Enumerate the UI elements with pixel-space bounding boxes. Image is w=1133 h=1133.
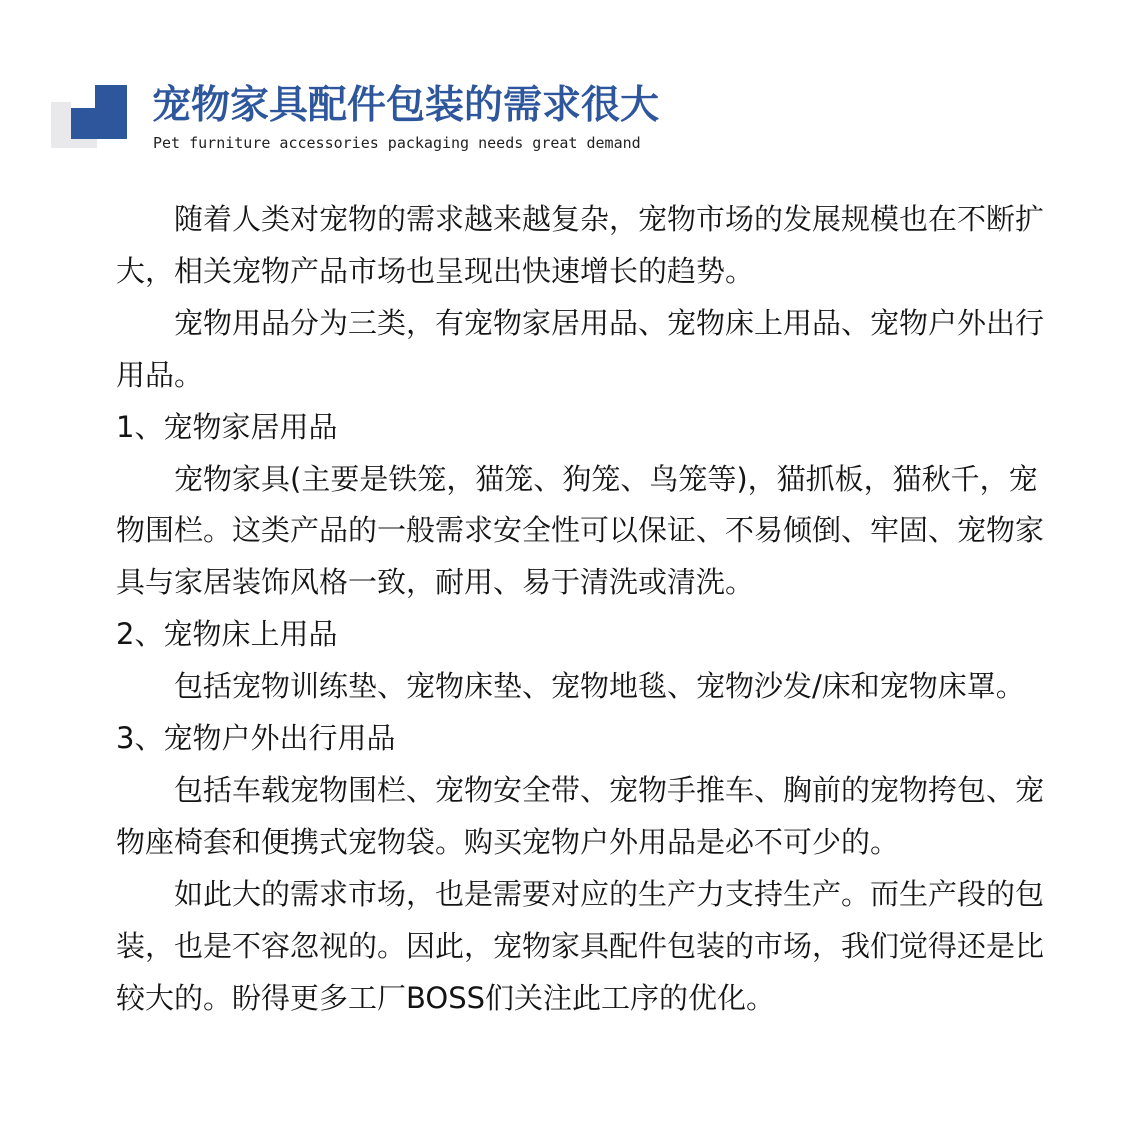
section-heading-home: 1、宠物家居用品 [116,409,338,444]
intro-paragraph: 随着人类对宠物的需求越来越复杂，宠物市场的发展规模也在不断扩大，相关宠物产品市场也呈现出快速增长的趋势。 [116,202,1045,288]
section-heading-outdoor: 3、宠物户外出行用品 [116,721,396,756]
article-body [116,194,1046,1025]
categories-paragraph: 宠物用品分为三类，有宠物家居用品、宠物床上用品、宠物户外出行用品。 [116,305,1045,392]
conclusion-paragraph: 如此大的需求市场，也是需要对应的生产力支持生产。而生产段的包装，也是不容忽视的。因此，宠物家具配件包装的市场，我们觉得还是比较大的。盼得更多工厂BOSS们关注此工序的优化。 [116,876,1045,1015]
section-heading-bedding: 2、宠物床上用品 [116,617,338,652]
page-subtitle: Pet furniture accessories packaging needs great demand [153,134,641,152]
bedding-products-paragraph: 包括宠物训练垫、宠物床垫、宠物地毯、宠物沙发/床和宠物床罩。 [174,669,1025,704]
home-products-paragraph: 宠物家具(主要是铁笼，猫笼、狗笼、鸟笼等)，猫抓板，猫秋千，宠物围栏。这类产品的一般需求安全性可以保证、不易倾倒、牢固、宠物家具与家居装饰风格一致，耐用、易于清洗或清洗。 [116,461,1045,600]
decoration-notch [71,85,95,108]
page-title: 宠物家具配件包装的需求很大 [152,83,660,128]
outdoor-products-paragraph: 包括车载宠物围栏、宠物安全带、宠物手推车、胸前的宠物挎包、宠物座椅套和便携式宠物袋。购买宠物户外用品是必不可少的。 [116,772,1045,859]
header-decoration [51,85,129,149]
